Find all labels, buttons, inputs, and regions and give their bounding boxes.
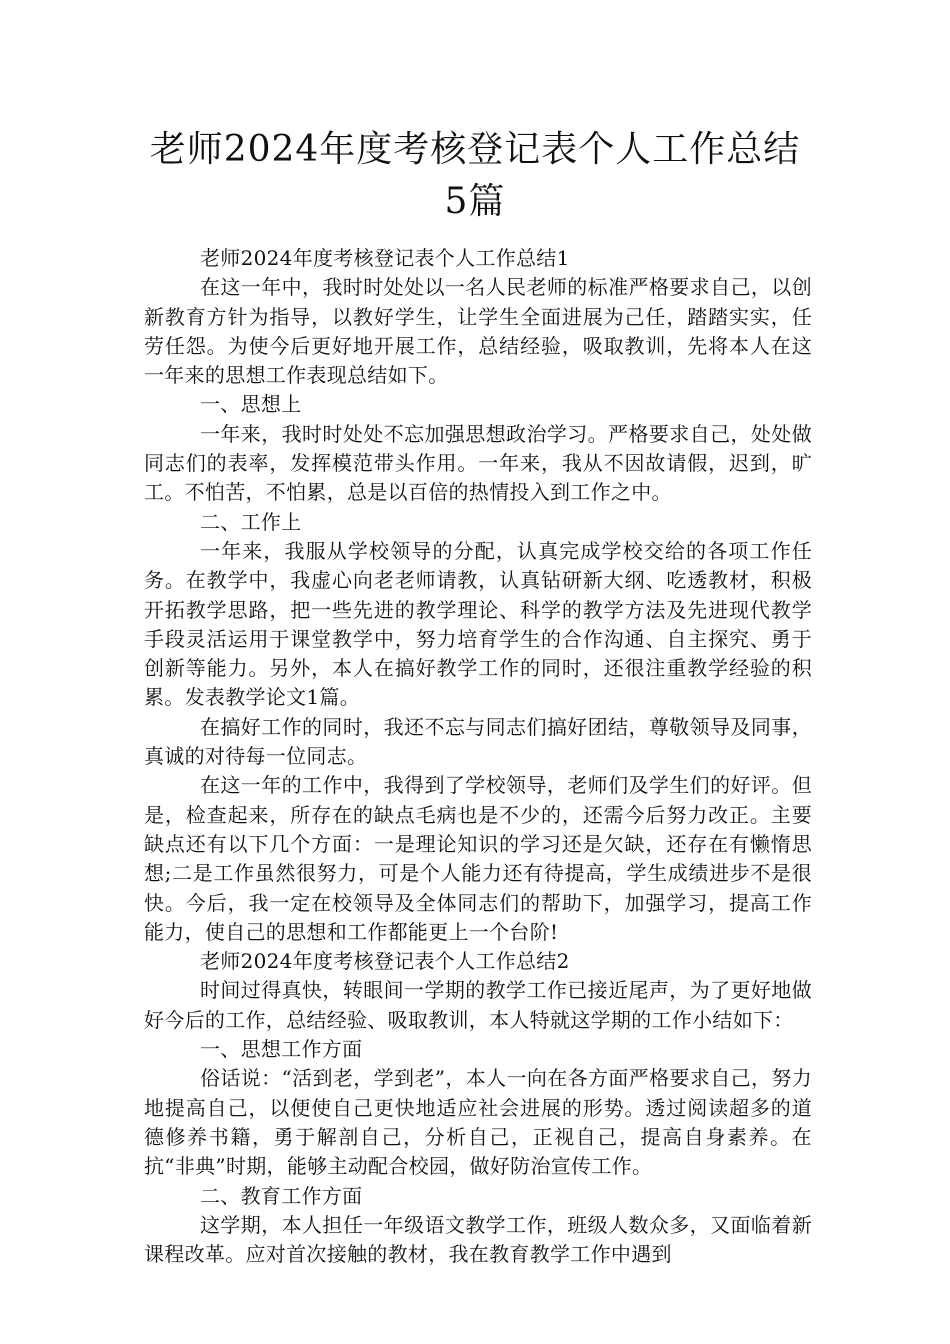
body-paragraph: 一年来，我服从学校领导的分配，认真完成学校交给的各项工作任务。在教学中，我虚心向老老师请教，认真钻研新大纲、吃透教材，积极开拓教学思路，把一些先进的教学理论、科学的教学方法及先进现代教学手段灵活运用于课堂教学中，努力培育学生的合作沟通、自主探究、勇于创新等能力。另外，本人在搞好教学工作的同时，还很注重教学经验的积累。发表教学论文1篇。 (144, 538, 812, 710)
body-paragraph: 俗话说：“活到老，学到老”，本人一向在各方面严格要求自己，努力地提高自己，以便使自己更快地适应社会进展的形势。透过阅读超多的道德修养书籍，勇于解剖自己，分析自己，正视自己，提高自身素养。在抗“非典”时期，能够主动配合校园，做好防治宣传工作。 (144, 1066, 812, 1179)
section-heading: 老师2024年度考核登记表个人工作总结1 (200, 246, 570, 270)
section-heading: 一、思想上 (200, 392, 302, 417)
section-heading: 一、思想工作方面 (200, 1037, 363, 1062)
body-paragraph: 时间过得真快，转眼间一学期的教学工作已接近尾声，为了更好地做好今后的工作，总结经验、吸取教训，本人特就这学期的工作小结如下： (144, 978, 812, 1032)
body-paragraph: 在这一年中，我时时处处以一名人民老师的标准严格要求自己，以创新教育方针为指导，以教好学生，让学生全面进展为己任，踏踏实实，任劳任怨。为使今后更好地开展工作，总结经验，吸取教训，先将本人在这一年来的思想工作表现总结如下。 (144, 275, 812, 388)
section-heading: 二、工作上 (200, 509, 302, 534)
section-heading: 二、教育工作方面 (200, 1183, 363, 1208)
body-paragraph: 一年来，我时时处处不忘加强思想政治学习。严格要求自己，处处做同志们的表率，发挥模范带头作用。一年来，我从不因故请假，迟到，旷工。不怕苦，不怕累，总是以百倍的热情投入到工作之中。 (144, 421, 812, 505)
body-paragraph: 这学期，本人担任一年级语文教学工作，班级人数众多，又面临着新课程改革。应对首次接触的教材，我在教育教学工作中遇到 (144, 1212, 812, 1267)
body-paragraph: 在这一年的工作中，我得到了学校领导，老师们及学生们的好评。但是，检查起来，所存在的缺点毛病也是不少的，还需今后努力改正。主要缺点还有以下几个方面：一是理论知识的学习还是欠缺，还存在有懒惰思想;二是工作虽然很努力，可是个人能力还有待提高，学生成绩进步不是很快。今后，我一定在校领导及全体同志们的帮助下，加强学习，提高工作能力，使自己的思想和工作都能更上一个台阶! (144, 773, 812, 944)
body-paragraph: 在搞好工作的同时，我还不忘与同志们搞好团结，尊敬领导及同事，真诚的对待每一位同志。 (144, 714, 812, 769)
section-heading: 老师2024年度考核登记表个人工作总结2 (200, 949, 570, 974)
document-body (144, 244, 812, 1269)
document-title: 老师2024年度考核登记表个人工作总结5篇 (149, 129, 801, 222)
